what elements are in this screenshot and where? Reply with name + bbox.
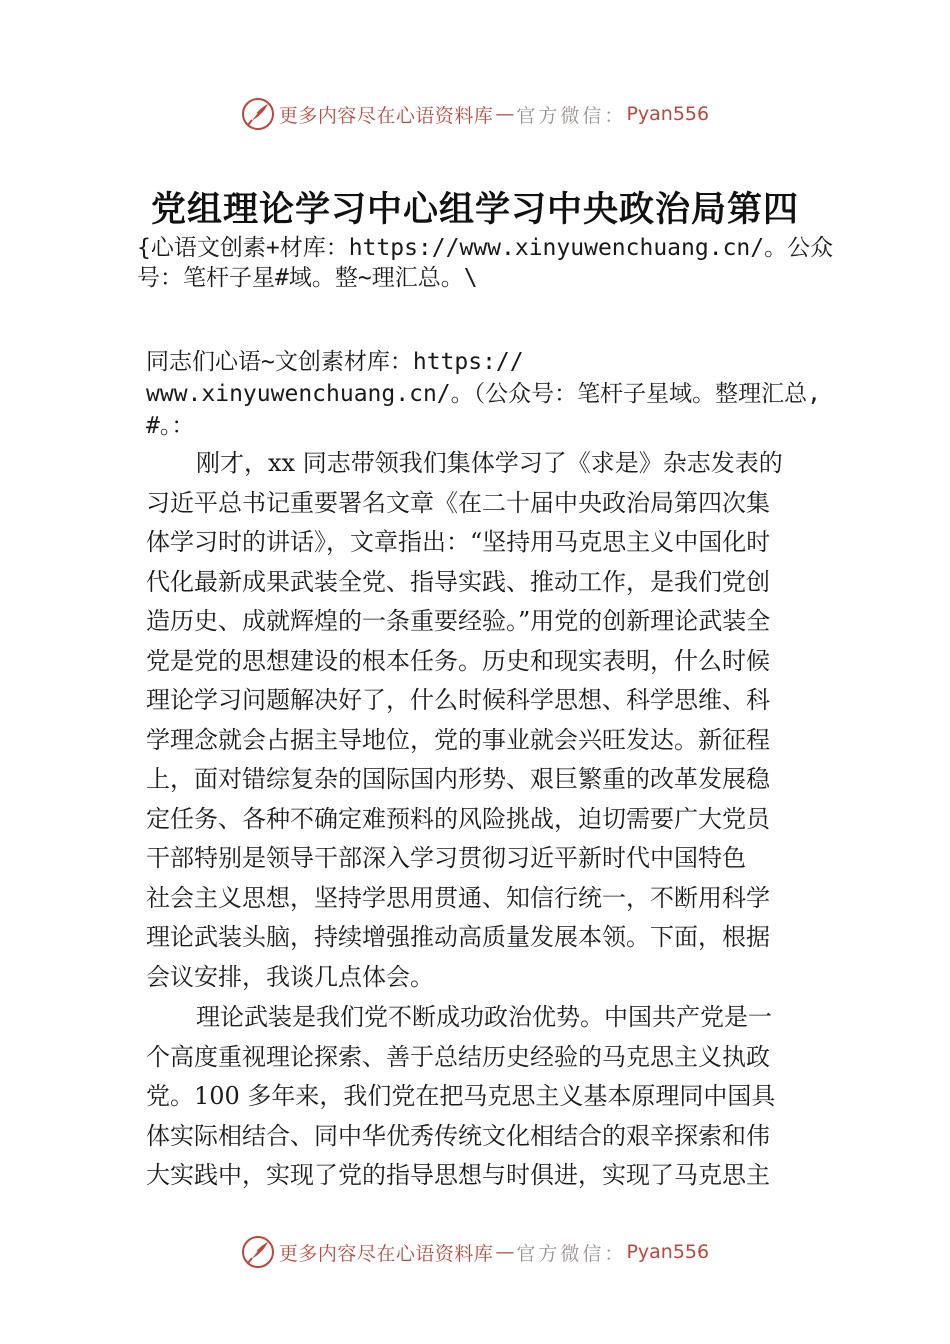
notice-line-1: 同志们心语~文创素材库：https://: [146, 349, 524, 375]
paragraph-line: 理论学习问题解决好了，什么时候科学思想、科学思维、科: [146, 686, 770, 714]
paragraph-line: 大实践中，实现了党的指导思想与时俱进，实现了马克思主: [146, 1161, 770, 1189]
paragraph-line: 理论武装是我们党不断成功政治优势。中国共产党是一: [196, 1003, 772, 1031]
paragraph-1: [146, 444, 816, 997]
paragraph-line: 社会主义思想，坚持学思用贯通、知信行统一，不断用科学: [146, 883, 770, 912]
paragraph-line: 造历史、成就辉煌的一条重要经验。”用党的创新理论武装全: [146, 607, 771, 635]
paragraph-line: 体实际相结合、同中华优秀传统文化相结合的艰辛探索和伟: [146, 1121, 770, 1150]
banner-separator: —: [495, 103, 515, 125]
notice-line-3: #。：: [146, 413, 195, 439]
paragraph-line: 刚才，xx 同志带领我们集体学习了《求是》杂志发表的: [196, 449, 783, 477]
source-line-1: {心语文创素+材库：https://www.xinyuwenchuang.cn/。公众: [137, 235, 834, 261]
document-title: 党组理论学习中心组学习中央政治局第四: [150, 190, 799, 230]
banner-slogan: 更多内容尽在心语资料库: [278, 104, 494, 127]
paragraph-line: 党是党的思想建设的根本任务。历史和现实表明，什么时候: [146, 646, 770, 675]
paragraph-line: 学理念就会占据主导地位，党的事业就会兴旺发达。新征程: [146, 725, 770, 754]
notice-line-2: www.xinyuwenchuang.cn/。（公众号：笔杆子星域。整理汇总,: [146, 381, 821, 407]
paragraph-line: 会议安排，我谈几点体会。: [146, 962, 434, 991]
paragraph-line: 党。100 多年来，我们党在把马克思主义基本原理同中国具: [146, 1082, 776, 1110]
paragraph-line: 理论武装头脑，持续增强推动高质量发展本领。下面，根据: [146, 923, 770, 951]
banner-wechat-label: 官方微信：: [516, 104, 627, 127]
paragraph-line: 个高度重视理论探索、善于总结历史经验的马克思主义执政: [146, 1042, 770, 1071]
footer-banner: [0, 1232, 950, 1272]
source-line-2: 号：笔杆子星#域。整~理汇总。\: [137, 265, 478, 291]
paragraph-2: [146, 998, 816, 1196]
banner-wechat-id: Pyan556: [626, 103, 710, 125]
banner-slogan: 更多内容尽在心语资料库: [278, 1242, 494, 1265]
header-banner: [0, 94, 950, 134]
paragraph-line: 定任务、各种不确定难预料的风险挑战，迫切需要广大党员: [146, 804, 770, 833]
paragraph-line: 上，面对错综复杂的国际国内形势、艰巨繁重的改革发展稳: [146, 765, 770, 793]
paragraph-line: 代化最新成果武装全党、指导实践、推动工作，是我们党创: [146, 567, 770, 596]
quill-logo-icon: [241, 1235, 275, 1269]
paragraph-line: 干部特别是领导干部深入学习贯彻习近平新时代中国特色: [146, 844, 746, 872]
banner-separator: —: [495, 1241, 515, 1263]
paragraph-line: 习近平总书记重要署名文章《在二十届中央政治局第四次集: [146, 488, 770, 517]
quill-logo-icon: [241, 97, 275, 131]
banner-wechat-id: Pyan556: [626, 1241, 710, 1263]
paragraph-line: 体学习时的讲话》，文章指出：“坚持用马克思主义中国化时: [146, 528, 771, 556]
banner-wechat-label: 官方微信：: [516, 1242, 627, 1265]
